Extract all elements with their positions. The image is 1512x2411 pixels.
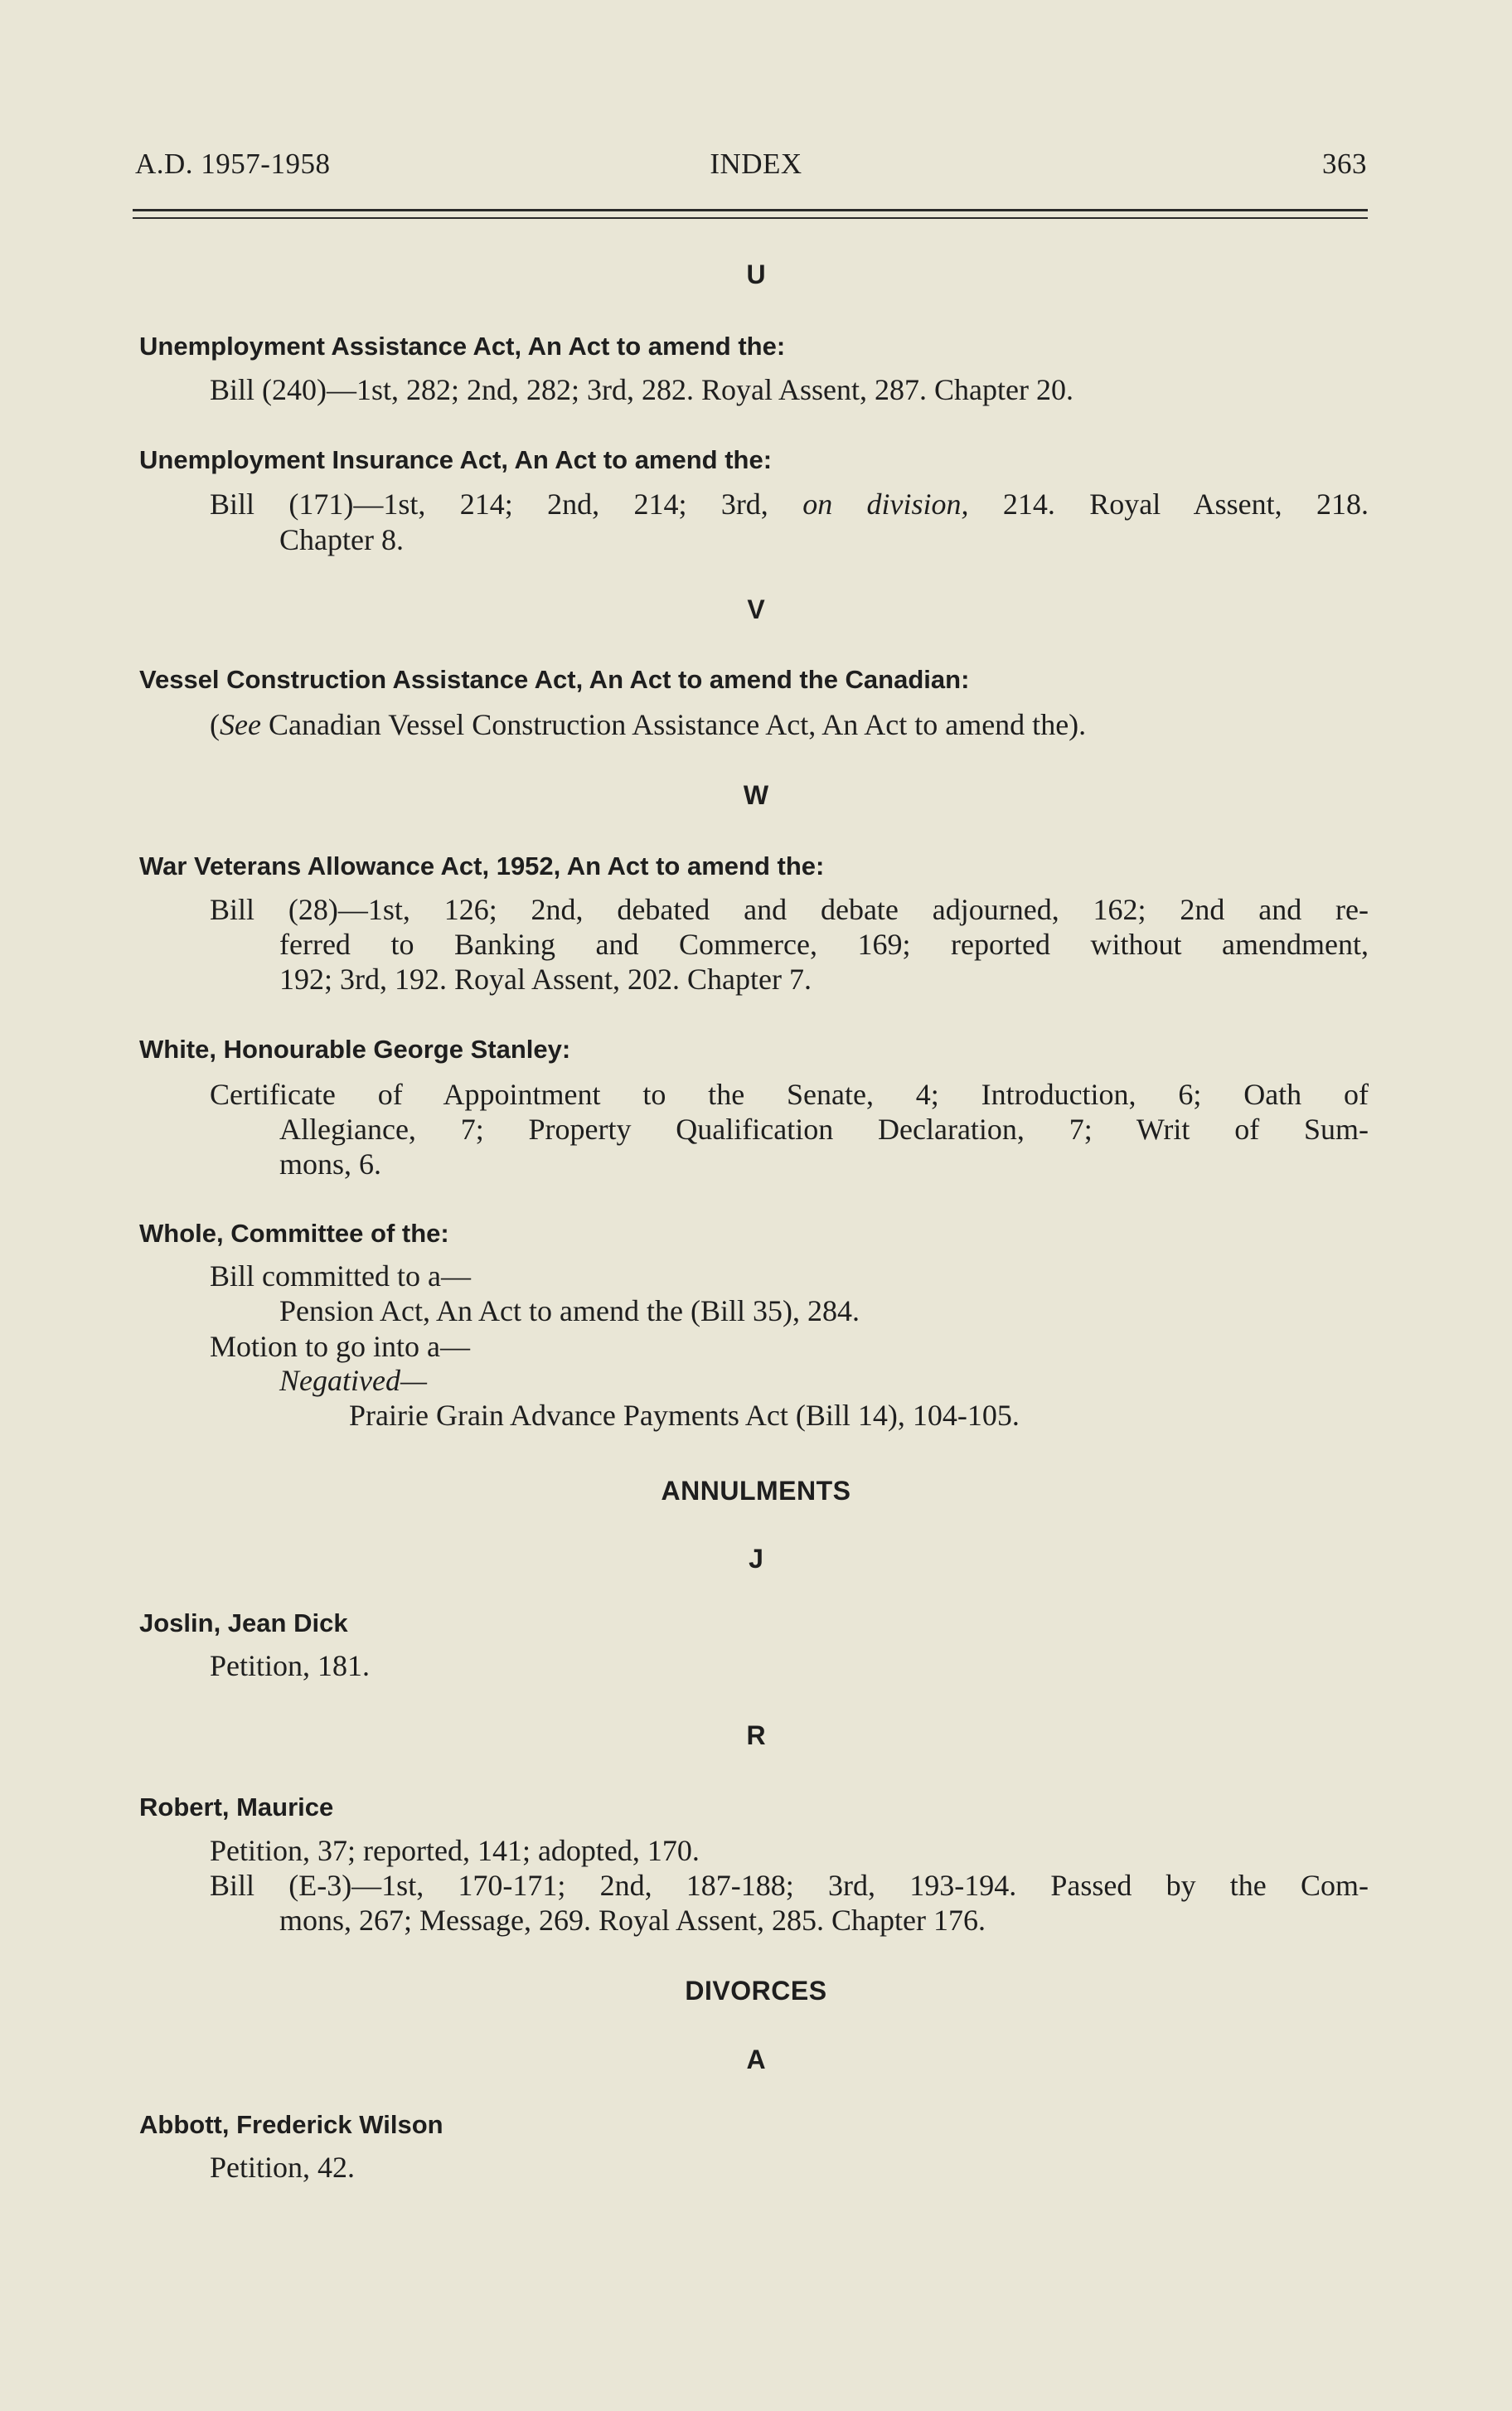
page-number: 363 bbox=[1322, 148, 1367, 180]
entry-heading-abbott: Abbott, Frederick Wilson bbox=[139, 2110, 443, 2139]
section-letter-w: W bbox=[743, 780, 769, 810]
entry-line: Petition, 37; reported, 141; adopted, 170. bbox=[210, 1834, 700, 1867]
entry-line: Allegiance, 7; Property Qualification Declaration, 7; Writ of Sum- bbox=[279, 1113, 1369, 1146]
entry-line: Bill (240)—1st, 282; 2nd, 282; 3rd, 282. Royal Assent, 287. Chapter 20. bbox=[210, 373, 1073, 406]
entry-line: Bill (E-3)—1st, 170-171; 2nd, 187-188; 3rd, 193-194. Passed by the Com- bbox=[210, 1869, 1369, 1902]
entry-heading-joslin: Joslin, Jean Dick bbox=[139, 1608, 348, 1637]
entry-line: Bill (28)—1st, 126; 2nd, debated and debate adjourned, 162; 2nd and re- bbox=[210, 893, 1369, 926]
entry-line: 192; 3rd, 192. Royal Assent, 202. Chapter 7. bbox=[279, 963, 812, 996]
entry-heading-unemployment-assistance: Unemployment Assistance Act, An Act to amend the: bbox=[139, 332, 786, 361]
header-date-range: A.D. 1957-1958 bbox=[135, 148, 331, 180]
section-letter-v: V bbox=[747, 594, 765, 624]
entry-line: Petition, 181. bbox=[210, 1649, 371, 1682]
entry-heading-whole-committee: Whole, Committee of the: bbox=[139, 1219, 449, 1248]
entry-line: Pension Act, An Act to amend the (Bill 35), 284. bbox=[279, 1294, 860, 1327]
entry-heading-vessel-construction: Vessel Construction Assistance Act, An Act to amend the Canadian: bbox=[139, 665, 970, 694]
entry-line: (See Canadian Vessel Construction Assistance Act, An Act to amend the). bbox=[210, 708, 1087, 741]
entry-line: Motion to go into a— bbox=[210, 1330, 470, 1363]
entry-heading-robert: Robert, Maurice bbox=[139, 1792, 334, 1822]
entry-heading-unemployment-insurance: Unemployment Insurance Act, An Act to amend the: bbox=[139, 445, 773, 474]
section-letter-r: R bbox=[746, 1720, 766, 1750]
entry-line: mons, 6. bbox=[279, 1147, 382, 1181]
section-title-divorces: DIVORCES bbox=[685, 1976, 827, 2006]
entry-line: Petition, 42. bbox=[210, 2151, 356, 2184]
entry-line: Certificate of Appointment to the Senate, 4; Introduction, 6; Oath of bbox=[210, 1078, 1369, 1111]
section-letter-u: U bbox=[746, 260, 766, 289]
entry-line: Chapter 8. bbox=[279, 523, 404, 556]
entry-line: Negatived— bbox=[279, 1364, 427, 1397]
entry-line: Prairie Grain Advance Payments Act (Bill 14), 104-105. bbox=[349, 1399, 1020, 1432]
entry-line: Bill (171)—1st, 214; 2nd, 214; 3rd, on division, 214. Royal Assent, 218. bbox=[210, 488, 1369, 521]
header-rule-bottom bbox=[133, 217, 1368, 219]
entry-line: ferred to Banking and Commerce, 169; reported without amendment, bbox=[279, 928, 1369, 961]
section-letter-a: A bbox=[746, 2045, 766, 2074]
entry-line: Bill committed to a— bbox=[210, 1259, 471, 1293]
header-rule-top bbox=[133, 209, 1368, 211]
entry-heading-white: White, Honourable George Stanley: bbox=[139, 1035, 571, 1064]
entry-heading-war-veterans: War Veterans Allowance Act, 1952, An Act to amend the: bbox=[139, 851, 825, 880]
header-title: INDEX bbox=[710, 148, 802, 180]
section-title-annulments: ANNULMENTS bbox=[661, 1476, 851, 1506]
entry-line: mons, 267; Message, 269. Royal Assent, 285. Chapter 176. bbox=[279, 1904, 986, 1937]
section-letter-j: J bbox=[749, 1544, 763, 1574]
